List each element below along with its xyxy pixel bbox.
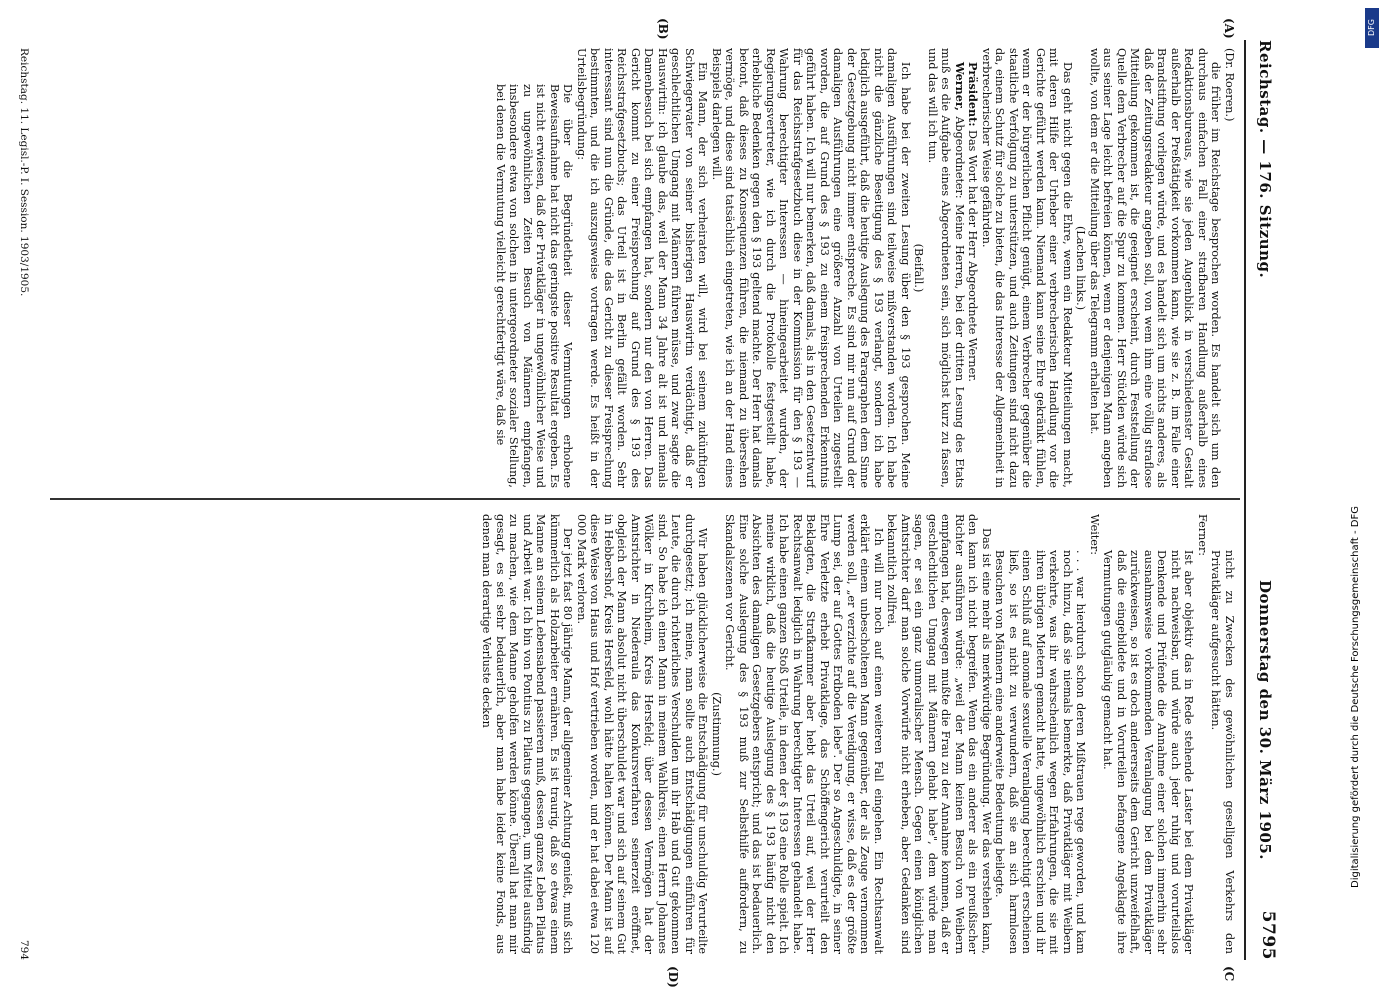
paragraph: Wir haben glücklicherweise die Entschädigung für unschuldig Verurteilte durchgesetzt; ich meine, man sollte auch Entschädigungen einführen für Leute, die durch richterliches Verschulden um ihr Hab und Gut gekommen sind. So habe ich einen Mann in meinem Wahlkreis, einen Herrn Johannes Wölker in Kirchheim, Kreis Hersfeld; über dessen Vermögen hat der Amtsrichter in Niederaula das Konkursverfahren seinerzeit eröffnet, obgleich der Mann absolut nicht überschuldet war und sich auf seinem Gut in Hebbershof, Kreis Hersfeld, wohl hätte halten können. Der Mann ist auf diese Weise von Haus und Hof vertrieben worden, und er hat dabei etwa 120 000 Mark verloren. bbox=[575, 514, 710, 954]
paragraph: Das geht nicht gegen die Ehre, wenn ein Redakteur Mitteilungen macht, mit deren Hilfe der Urheber einer verbrecherischen Handlung vor die Gerichte geführt werden kann. Niemand kann seine Ehre gekränkt fühlen, wenn er der bürgerlichen Pflicht genügt, einem Verbrecher gegenüber die staatliche Verfolgung zu unterstützen, und auch Zeitungen sind nicht dazu da, einem Schutz für solche zu bieten, die das Interesse der Allgemeinheit in verbrecherischer Weise gefährden. bbox=[980, 48, 1074, 488]
right-column bbox=[56, 514, 1236, 954]
speaker-note: (Dr. Roeren.) bbox=[1223, 48, 1236, 122]
dfg-logo: DFG bbox=[1365, 8, 1379, 48]
paragraph: Ich will nur noch auf einen weiteren Fall eingehen. Ein Rechtsanwalt erklärt einem unbescholtenen Mann gegenüber, der als Zeuge vernommen werden soll, „er verzichte auf die Vereidigung, er wisse, daß es der größte Lump sei, der auf Gottes Erdboden lebe". Der so Angeschuldigte, in seiner Ehre Verletzte erhebt Privatklage, das Schöffengericht verurteilt den Beklagten, die Strafkammer aber hebt das Urteil auf, weil der Herr Rechtsanwalt lediglich in Wahrung berechtigter Interessen gehandelt habe. Ich habe einen ganzen Stoß Urteile, in denen der § 193 eine Rolle spielt. Ich meine wirklich, daß die heutige Auslegung des § 193 häufig nicht den Absichten des damaligen Gesetzgebers entspricht; und das ist bedauerlich. Eine solche Auslegung des § 193 muß zur Selbsthilfe auffordern, zu Skandalszenen vor Gericht. bbox=[723, 514, 885, 954]
speaker-text: Das Wort hat der Herr Abgeordnete Werner. bbox=[966, 130, 980, 382]
page-header bbox=[1250, 40, 1278, 960]
quotation: . . . war hierdurch schon deren Mißtrauen rege geworden, und kam noch hinzu, daß sie niemals bemerkte, daß Privatkläger mit Weibern verkehrte, was ihr wahrscheinlich wegen Erfahrungen, die sie mit ihren übrigen Mietern gemacht hatte, ungewöhnlich erschien und ihr einen Schluß auf anomale sexuelle Veranlagung berechtigt erscheinen ließ, so ist es nicht zu verwundern, daß sie an sich harmlosen Besuchen von Männern eine anderweite Bedeutung beilegte. bbox=[993, 550, 1088, 954]
footer-page-number: 794 bbox=[18, 940, 30, 961]
digitization-notice: Digitalisierung gefördert durch die Deutsche Forschungsgemeinschaft - DFG bbox=[1350, 505, 1361, 888]
speaker-label: Präsident: bbox=[966, 62, 981, 127]
weiter-label: Weiter: bbox=[1088, 514, 1101, 556]
speaker-text: Abgeordneter: Meine Herren, bei der dritten Lesung des Etats muß es die Aufgabe eines Abgeordneten sein, sich möglichst kurz zu fassen, und das will ich tun. bbox=[926, 48, 966, 488]
paragraph: Ein Mann, der sich verheiraten will, wird bei seinem zukünftigen Schwiegervater von seiner bisherigen Hauswirtin verdächtigt, daß er geschlechtlichen Umgang mit Männern führen müsse, und zwar sagte die Hauswirtin: ich glaube das, weil der Mann 34 Jahre alt ist und niemals Damenbesuch bei sich empfangen hat, sondern nur den von Herren. Das Gericht kommt zu einer Freisprechung auf Grund des § 193 des Reichsstrafgesetzbuchs; das Urteil ist in Berlin gefällt worden. Sehr interessant sind nun die Gründe, die das Gericht zu dieser Freisprechung bestimmten, und die ich auszugsweise vortragen werde. Es heißt in der Urteilsbegründung: bbox=[575, 48, 710, 488]
margin-marker-d: (D) bbox=[666, 966, 680, 988]
werner-paragraph bbox=[926, 48, 967, 488]
header-rule bbox=[1244, 40, 1246, 960]
header-page-number: 5795 bbox=[1258, 910, 1278, 960]
paragraph: Ich habe bei der zweiten Lesung über den § 193 gesprochen. Meine damaligen Ausführungen sind teilweise mißverstanden worden. Ich habe nicht die gänzliche Beseitigung des § 193 verlangt, sondern ich habe lediglich ausgeführt, daß die heutige Auslegung des Paragraphen dem Sinne der Gesetzgebung nicht immer entspreche. Es sind mir nun auf Grund der damaligen Ausführungen eine größere Anzahl von Urteilen zugestellt worden, die auf Grund des § 193 zu einem freisprechenden Erkenntnis geführt haben. Ich will nur bemerken, daß damals, als in den Gesetzentwurf für das Reichsstrafgesetzbuch diese in der Kommission für den § 193 — Wahrung berechtigter Interessen — hineingearbeitet wurden, der Regierungsvertreter, wie ich durch die Protokolle festgestellt habe, erhebliche Bedenken gegen den § 193 geltend machte. Der Herr hat damals betont, daß dieses zu Konsequenzen führen, die niemand zu übersehen vermöge, und diese sind tatsächlich eingetreten, wie ich an der Hand eines Beispiels darlegen will. bbox=[710, 48, 912, 488]
page-footer: Reichstag. 11. Legisl.-P. I. Session. 1903/1905. bbox=[18, 48, 30, 297]
stage-direction: (Lachen links.) bbox=[1074, 225, 1088, 311]
margin-marker-b: (B) bbox=[656, 18, 670, 40]
header-date: Donnerstag den 30. März 1905. bbox=[1256, 580, 1274, 860]
president-paragraph bbox=[966, 48, 980, 488]
paragraph: die früher im Reichstage besprochen worden. Es handelt sich um den durchaus einfachen Fall einer strafbaren Handlung außerhalb eines Redaktionsbureaus, wie sie jeden Augenblick in verschiedenster Gestalt außerhalb der Preßtätigkeit vorkommen kann, wie sie z. B. im Falle einer Brandstiftung vorliegen würde, und es handelt sich um nichts anderes, als daß der Zeitungsredakteur angeben soll, von wem ihm eine völlig straflose Mitteilung gekommen ist, die geeignet erscheint, durch Feststellung der Quelle dem Verbrecher auf die Spur zu kommen. Herr Stücklen würde sich aus seiner Lage leicht befreien können, wenn er denjenigen Mann angeben wollte, von dem er die Mitteilung über das Telegramm erhalten hat. bbox=[1088, 48, 1223, 488]
quotation: Die über die Begründetheit dieser Vermutungen erhobene Beweisaufnahme hat nicht das geringste positive Resultat ergeben. Es ist nicht erwiesen, daß der Privatkläger in ungewöhnlicher Weise und zu ungewöhnlichen Zeiten Besuch von Männern empfangen, insbesondere etwa von solchen in untergeordneter sozialer Stellung, bei denen die Vermutung vielleicht gerechtfertigt wäre, daß sie bbox=[494, 84, 575, 488]
quotation: Ist aber objektiv das in Rede stehende Laster bei dem Privatkläger nicht nachweisbar, und würde auch jeder ruhig und vorurteilslos Denkende und Prüfende die Annahme einer solchen immerhin sehr ausnahmsweise vorkommenden Veranlagung bei dem Privatkläger zurückweisen, so ist es doch andererseits dem Gericht unzweifelhaft, daß die eingebildete und in Vorurteilen befangene Angeklagte ihre Vermutungen gutgläubig gemacht hat. bbox=[1101, 550, 1196, 954]
header-left: Reichstag. — 176. Sitzung. bbox=[1256, 40, 1274, 279]
left-column bbox=[56, 48, 1236, 488]
paragraph: Das ist eine mehr als merkwürdige Begründung. Wer das verstehen kann, den kann ich nicht begreifen. Wenn das ein anderer als ein preußischer Richter ausführen würde: „weil der Mann keinen Besuch von Weibern empfangen hat, deswegen mußte die Frau zu der Annahme kommen, daß er geschlechtlichen Umgang mit Männern gehabt habe", dem würde man sagen, er sei ein ganz unmoralischer Mensch. Gegen einen königlichen Amtsrichter darf man solche Vorwürfe nicht erheben, aber Gedanken sind bekanntlich zollfrei. bbox=[885, 514, 993, 954]
ferner-label: Ferner: bbox=[1196, 514, 1209, 557]
quotation: nicht zu Zwecken des gewöhnlichen geselligen Verkehrs den Privatkläger aufgesucht hätten. bbox=[1209, 550, 1236, 954]
stage-direction: (Zustimmung.) bbox=[710, 692, 723, 776]
stage-direction: (Beifall.) bbox=[912, 243, 926, 293]
paragraph: Der jetzt fast 80 jährige Mann, der allgemeiner Achtung genießt, muß sich kümmerlich als Holzarbeiter ernähren. Es ist traurig, daß so etwas einem Manne an seinem Lebensabend passieren muß, dessen ganzes Leben Pilatus und Arbeit war. Ich bin von Pontius zu Pilatus gegangen, um Mittel ausfindig zu machen, wie dem Manne geholfen werden könne. Überall hat man mir gesagt, es sei sehr bedauerlich, aber man habe leider keine Fonds, aus denen man derartige Verluste decken bbox=[480, 514, 575, 954]
margin-marker-c: (C bbox=[1222, 966, 1236, 982]
speaker-label: Werner, bbox=[953, 62, 967, 111]
margin-marker-a: (A) bbox=[1222, 18, 1236, 39]
column-divider bbox=[50, 498, 1240, 500]
